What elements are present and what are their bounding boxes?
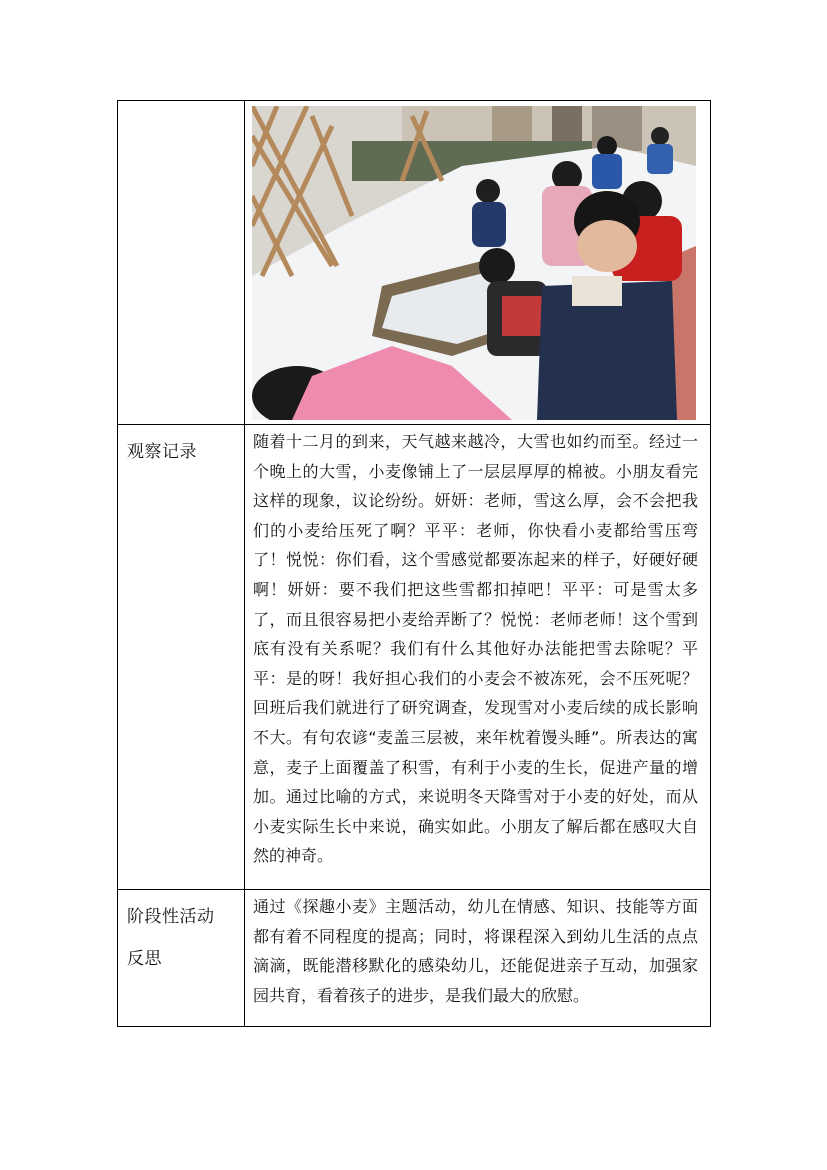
reflection-row <box>118 890 711 1027</box>
reflection-label <box>118 890 244 980</box>
photo-row <box>118 101 711 425</box>
observation-content-cell <box>245 425 711 890</box>
observation-label: 观察记录 <box>127 442 197 462</box>
reflection-label-line1: 阶段性活动 <box>127 907 215 927</box>
observation-text: 随着十二月的到来，天气越来越冷，大雪也如约而至。经过一个晚上的大雪，小麦像铺上了一层层厚厚的棉被。小朋友看完这样的现象，议论纷纷。妍妍：老师，雪这么厚，会不会把我们的小麦给压死了啊？平平：老师，你快看小麦都给雪压弯了！悦悦：你们看，这个雪感觉都要冻起来的样子，好硬好硬啊！妍妍：要不我们把这些雪都扣掉吧！平平：可是雪太多了，而且很容易把小麦给弄断了？悦悦：老师老师！这个雪到底有没有关系呢？我们有什么其他好办法能把雪去除呢？平平：是的呀！我好担心我们的小麦会不被冻死，会不压死呢？回班后我们就进行了研究调查，发现雪对小麦后续的成长影响不大。有句农谚“麦盖三层被，来年枕着馒头睡”。所表达的寓意，麦子上面覆盖了积雪，有利于小麦的生长，促进产量的增加。通过比喻的方式，来说明冬天降雪对于小麦的好处，而从小麦实际生长中来说，确实如此。小朋友了解后都在感叹大自然的神奇。 <box>253 432 698 866</box>
activity-photo <box>252 106 696 420</box>
reflection-label-cell <box>118 890 245 1027</box>
reflection-label-line2: 反思 <box>127 949 162 969</box>
photo-row-label <box>118 101 244 107</box>
observation-row <box>118 425 711 890</box>
record-table <box>117 100 711 1027</box>
observation-label-cell <box>118 425 245 890</box>
photo-label-cell <box>118 101 245 425</box>
reflection-content-cell <box>245 890 711 1027</box>
reflection-text: 通过《探趣小麦》主题活动，幼儿在情感、知识、技能等方面都有着不同程度的提高；同时，将课程深入到幼儿生活的点点滴滴，既能潜移默化的感染幼儿，还能促进亲子互动，加强家园共育，看着孩子的进步，是我们最大的欣慰。 <box>253 897 698 1005</box>
photo-cell <box>245 101 711 425</box>
